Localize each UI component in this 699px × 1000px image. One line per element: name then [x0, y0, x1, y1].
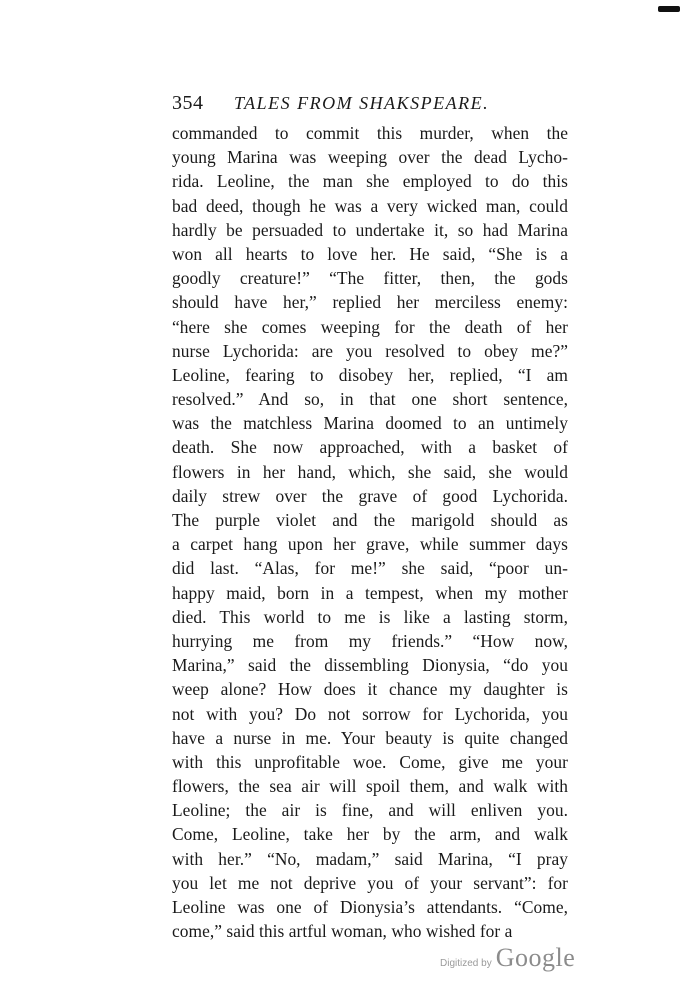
- digitized-by-label: Digitized by: [440, 958, 492, 969]
- text-line: come,” said this artful woman, who wished for a: [172, 921, 513, 942]
- text-line: Leoline, fearing to disobey her, replied, “I am: [172, 364, 568, 385]
- text-line: commanded to commit this murder, when the: [172, 123, 568, 143]
- text-line: was the matchless Marina doomed to an untimely: [172, 413, 568, 434]
- text-line: “here she comes weeping for the death of her: [172, 316, 568, 337]
- text-line: did last. “Alas, for me!” she said, “poor un-: [172, 558, 568, 579]
- text-line: not with you? Do not sorrow for Lychorida, you: [172, 703, 568, 724]
- text-line: happy maid, born in a tempest, when my mother: [172, 582, 568, 603]
- running-title: TALES FROM SHAKSPEARE.: [234, 93, 490, 113]
- text-line: rida. Leoline, the man she employed to do this: [172, 171, 568, 192]
- text-line: daily strew over the grave of good Lychorida.: [172, 485, 568, 506]
- page-edge-mark: [658, 6, 680, 12]
- text-line: bad deed, though he was a very wicked man, could: [172, 195, 568, 216]
- page-number: 354: [172, 92, 204, 114]
- text-line: won all hearts to love her. He said, “She is a: [172, 243, 568, 264]
- text-line: died. This world to me is like a lasting storm,: [172, 606, 568, 627]
- text-line: Leoline was one of Dionysia’s attendants. “Come,: [172, 897, 568, 917]
- text-line: have a nurse in me. Your beauty is quite changed: [172, 727, 568, 748]
- text-line: The purple violet and the marigold should as: [172, 510, 568, 530]
- text-line: weep alone? How does it chance my daughter is: [172, 679, 568, 700]
- text-line: hurrying me from my friends.” “How now,: [172, 630, 568, 651]
- text-line: young Marina was weeping over the dead Lycho-: [172, 147, 568, 168]
- text-line: flowers, the sea air will spoil them, and walk with: [172, 776, 568, 797]
- text-line: Marina,” said the dissembling Dionysia, “do you: [172, 655, 568, 676]
- text-line: flowers in her hand, which, she said, she would: [172, 461, 568, 482]
- text-line: nurse Lychorida: are you resolved to obey me?”: [172, 340, 568, 361]
- text-line: Leoline; the air is fine, and will enliven you.: [172, 800, 568, 821]
- text-line: Come, Leoline, take her by the arm, and walk: [172, 824, 568, 845]
- google-logo: Google: [495, 943, 576, 972]
- text-line: with this unprofitable woe. Come, give me your: [172, 751, 568, 772]
- body-text: [172, 121, 568, 943]
- text-line: death. She now approached, with a basket of: [172, 437, 568, 458]
- text-line: with her.” “No, madam,” said Marina, “I pray: [172, 848, 568, 869]
- text-line: resolved.” And so, in that one short sentence,: [172, 389, 568, 410]
- text-line: goodly creature!” “The fitter, then, the gods: [172, 268, 568, 289]
- text-line: you let me not deprive you of your servant”: for: [172, 872, 568, 893]
- text-line: hardly be persuaded to undertake it, so had Marina: [172, 219, 568, 240]
- text-line: should have her,” replied her merciless enemy:: [172, 292, 568, 313]
- digitized-by-stamp: [440, 943, 575, 979]
- text-line: a carpet hang upon her grave, while summer days: [172, 534, 568, 555]
- running-header: [172, 92, 572, 122]
